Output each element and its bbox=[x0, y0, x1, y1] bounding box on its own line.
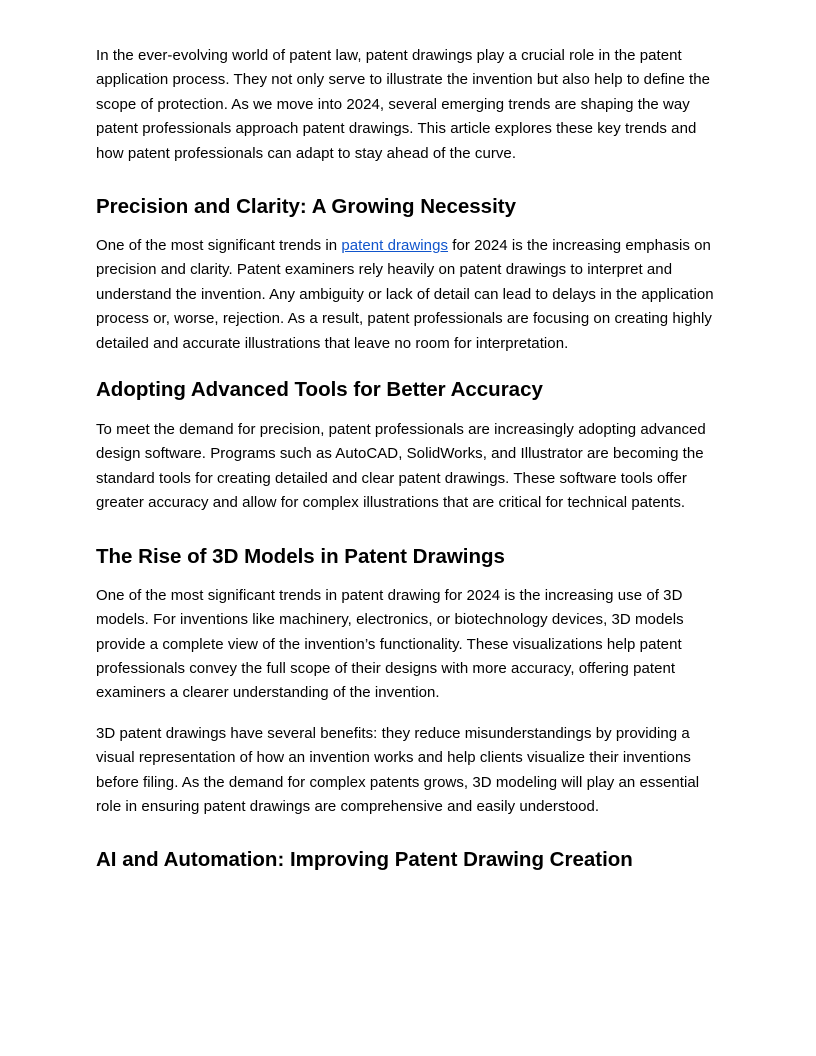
paragraph-text-after-link: for 2024 is the increasing emphasis on precision and clarity. Patent examiners rely heavily on patent drawings to interpret and understand the invention. Any ambiguity or lack of detail can lead to delays in the application process or, worse, rejection. As a result, patent professionals are focusing on creating highly detailed and accurate illustrations that leave no room for interpretation. bbox=[96, 237, 714, 352]
section-paragraph-3d-models-2: 3D patent drawings have several benefits: they reduce misunderstandings by providing a visual representation of how an invention works and help clients visualize their inventions before filing. As the demand for complex patents grows, 3D modeling will play an essential role in ensuring patent drawings are comprehensive and easily understood. bbox=[96, 724, 700, 815]
intro-paragraph: In the ever-evolving world of patent law, patent drawings play a crucial role in the patent application process. They not only serve to illustrate the invention but also help to define the scope of protection. As we move into 2024, several emerging trends are shaping the way patent professionals approach patent drawings. This article explores these key trends and how patent professionals can adapt to stay ahead of the curve. bbox=[96, 47, 711, 162]
paragraph-text-before-link: One of the most significant trends in bbox=[96, 237, 342, 255]
article-body bbox=[96, 44, 728, 874]
section-heading-ai-automation: AI and Automation: Improving Patent Drawing Creation bbox=[96, 848, 633, 872]
section-heading-precision-clarity: Precision and Clarity: A Growing Necessity bbox=[96, 195, 516, 219]
section-paragraph-3d-models-1: One of the most significant trends in patent drawing for 2024 is the increasing use of 3D models. For inventions like machinery, electronics, or biotechnology devices, 3D models provide a complete view of the invention’s functionality. These visualizations help patent professionals convey the full scope of their designs with more accuracy, offering patent examiners a clearer understanding of the invention. bbox=[96, 586, 684, 702]
section-heading-advanced-tools: Adopting Advanced Tools for Better Accuracy bbox=[96, 378, 543, 402]
section-heading-3d-models: The Rise of 3D Models in Patent Drawings bbox=[96, 544, 505, 568]
patent-drawings-link[interactable]: patent drawings bbox=[341, 237, 449, 255]
section-paragraph-precision-clarity bbox=[96, 234, 728, 356]
section-paragraph-advanced-tools: To meet the demand for precision, patent professionals are increasingly adopting advanced design software. Programs such as AutoCAD, SolidWorks, and Illustrator are becoming the standard tools for creating detailed and clear patent drawings. These software tools offer greater accuracy and allow for complex illustrations that are critical for technical patents. bbox=[96, 421, 706, 512]
